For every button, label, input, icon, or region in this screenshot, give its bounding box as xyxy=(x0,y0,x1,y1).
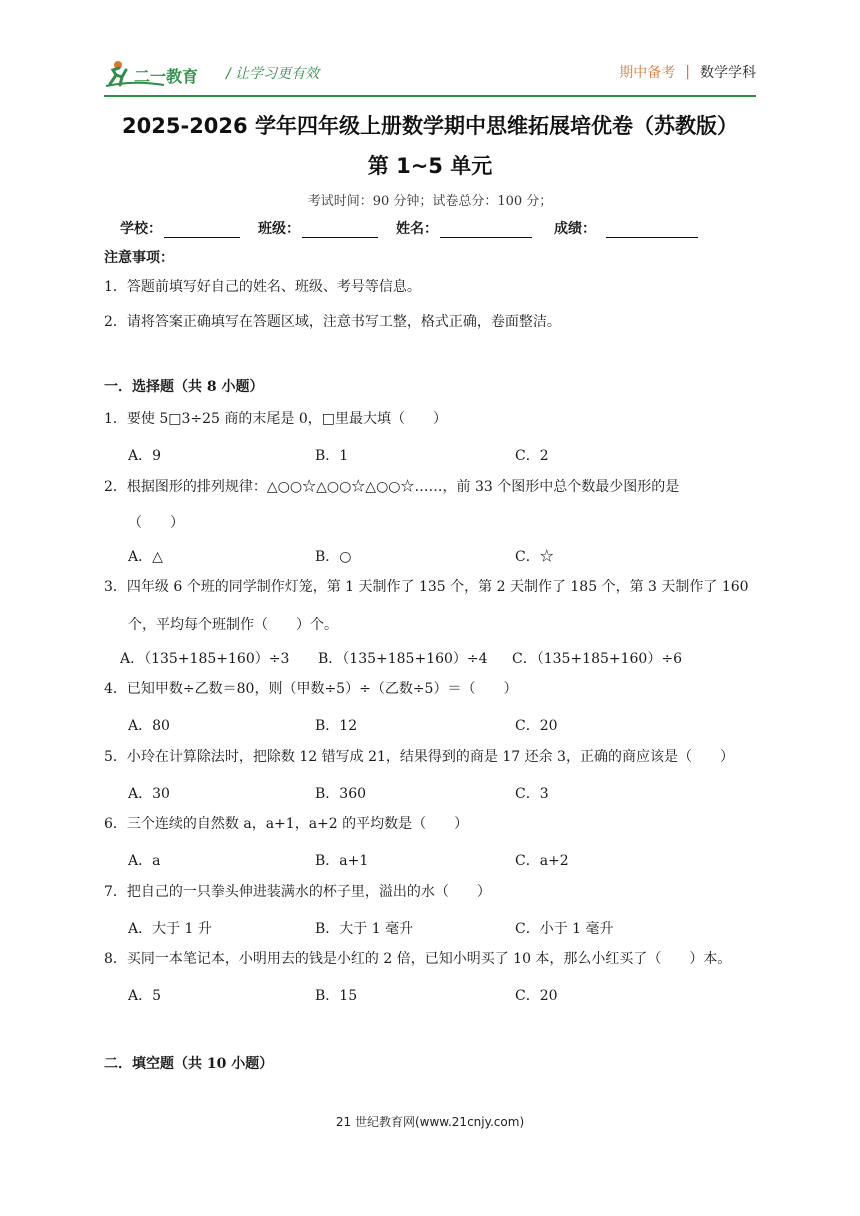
page-footer: 21 世纪教育网(www.21cnjy.com) xyxy=(335,1115,525,1129)
logo-text: 二一教育 xyxy=(134,67,199,86)
option-b[interactable]: B．12 xyxy=(315,718,358,734)
field-blank[interactable] xyxy=(440,221,532,238)
runner-logo-icon xyxy=(104,58,216,90)
header-separator: | xyxy=(685,64,690,80)
school-field[interactable] xyxy=(120,218,240,238)
paper-subtitle: 第 1~5 单元 xyxy=(367,154,493,178)
option-c[interactable]: C．小于 1 毫升 xyxy=(515,921,614,937)
option-a[interactable]: A．大于 1 升 xyxy=(128,921,212,937)
option-c[interactable]: C．20 xyxy=(515,988,558,1004)
field-blank[interactable] xyxy=(302,221,378,238)
option-a[interactable]: A．9 xyxy=(128,448,162,464)
option-c[interactable]: C．☆ xyxy=(515,549,554,565)
section-title: 二．填空题（共 10 小题） xyxy=(104,1056,274,1072)
option-a[interactable]: A．△ xyxy=(128,549,163,565)
question-text: 6．三个连续的自然数 a，a+1，a+2 的平均数是（ ） xyxy=(104,816,469,832)
question-text: 5．小玲在计算除法时，把除数 12 错写成 21，结果得到的商是 17 还余 3，正确的商应该是（ ） xyxy=(104,749,734,765)
field-label: 班级： xyxy=(258,221,300,237)
option-b[interactable]: B．（135+185+160）÷4 xyxy=(318,651,488,667)
option-c[interactable]: C．（135+185+160）÷6 xyxy=(512,651,682,667)
question-text: 2．根据图形的排列规律：△○○☆△○○☆△○○☆……，前 33 个图形中总个数最少图形的是 xyxy=(104,479,680,495)
option-b[interactable]: B．360 xyxy=(315,786,367,802)
exam-meta: 考试时间：90 分钟；试卷总分：100 分； xyxy=(307,194,553,209)
question-continuation: （ ） xyxy=(128,515,184,531)
option-a[interactable]: A．80 xyxy=(128,718,170,734)
question-text: 1．要使 5□3÷25 商的末尾是 0，□里最大填（ ） xyxy=(104,411,447,427)
field-label: 成绩： xyxy=(554,221,596,237)
option-a[interactable]: A．（135+185+160）÷3 xyxy=(120,651,290,667)
field-label: 姓名： xyxy=(396,221,438,237)
option-b[interactable]: B．○ xyxy=(315,549,352,565)
notice-heading: 注意事项： xyxy=(104,250,174,266)
question-text: 8．买同一本笔记本，小明用去的钱是小红的 2 倍，已知小明买了 10 本，那么小红买了（ ）本。 xyxy=(104,951,732,967)
option-a[interactable]: A．30 xyxy=(128,786,170,802)
field-blank[interactable] xyxy=(606,221,698,238)
question-continuation: 个，平均每个班制作（ ）个。 xyxy=(128,617,338,633)
student-info-fields xyxy=(120,218,716,238)
option-c[interactable]: C．a+2 xyxy=(515,853,569,869)
section-title: 一．选择题（共 8 小题） xyxy=(104,379,264,395)
option-b[interactable]: B．大于 1 毫升 xyxy=(315,921,414,937)
option-c[interactable]: C．20 xyxy=(515,718,558,734)
question-text: 4．已知甲数÷乙数＝80，则（甲数÷5）÷（乙数÷5）＝（ ） xyxy=(104,681,518,697)
option-c[interactable]: C．2 xyxy=(515,448,549,464)
notice-item: 2．请将答案正确填写在答题区域，注意书写工整，格式正确，卷面整洁。 xyxy=(104,314,561,330)
question-text: 3．四年级 6 个班的同学制作灯笼，第 1 天制作了 135 个，第 2 天制作了 185 个，第 3 天制作了 160 xyxy=(104,579,749,595)
name-field[interactable] xyxy=(396,218,532,238)
field-label: 学校： xyxy=(120,221,162,237)
header-right xyxy=(619,62,756,82)
subject-label: 数学学科 xyxy=(700,65,756,81)
field-blank[interactable] xyxy=(164,221,240,238)
paper-title: 2025-2026 学年四年级上册数学期中思维拓展培优卷（苏教版） xyxy=(122,114,738,138)
option-a[interactable]: A．a xyxy=(128,853,161,869)
option-b[interactable]: B．1 xyxy=(315,448,349,464)
class-field[interactable] xyxy=(258,218,378,238)
brand-logo xyxy=(104,58,216,90)
option-a[interactable]: A．5 xyxy=(128,988,162,1004)
option-b[interactable]: B．a+1 xyxy=(315,853,369,869)
header-divider xyxy=(104,95,756,97)
notice-item: 1．答题前填写好自己的姓名、班级、考号等信息。 xyxy=(104,279,421,295)
score-field[interactable] xyxy=(554,218,698,238)
question-text: 7．把自己的一只拳头伸进装满水的杯子里，溢出的水（ ） xyxy=(104,884,491,900)
exam-tag: 期中备考 xyxy=(619,65,676,81)
option-b[interactable]: B．15 xyxy=(315,988,358,1004)
slogan: / 让学习更有效 xyxy=(226,66,320,82)
option-c[interactable]: C．3 xyxy=(515,786,549,802)
